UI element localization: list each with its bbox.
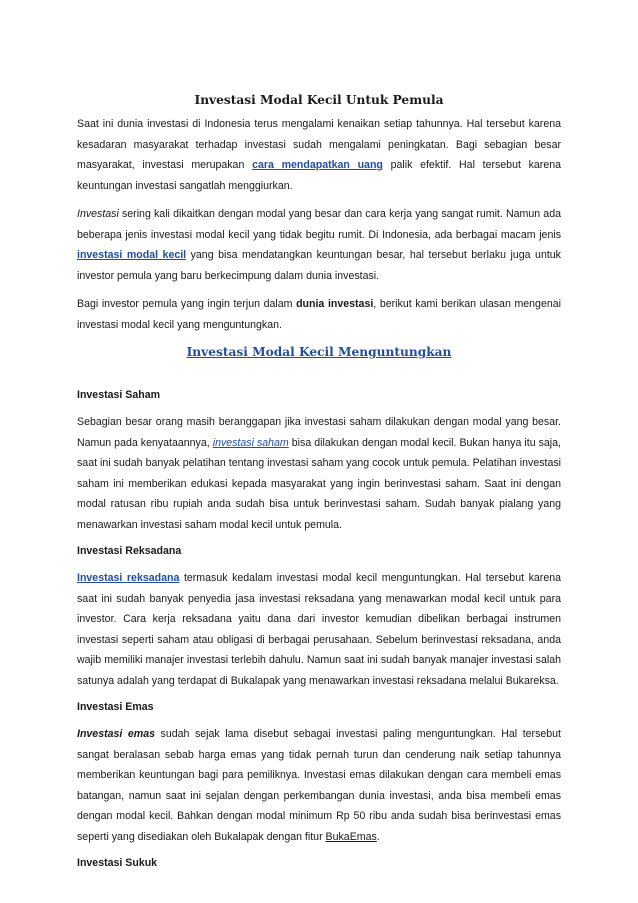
text: sering kali dikaitkan dengan modal yang besar dan cara kerja yang sangat rumit. Namun ada beberapa jenis investasi modal kecil yang tidak begitu rumit. Di Indonesia, ada berbagai macam jenis [77,208,561,241]
text: Bagi investor pemula yang ingin terjun dalam [77,298,297,310]
paragraph-reksadana [77,568,561,691]
section-heading-link[interactable]: Investasi Modal Kecil Menguntungkan [186,345,452,359]
text: . [376,830,380,843]
link-bukaemas[interactable]: BukaEmas [325,830,377,843]
text: , berikut kami berikan ulasan mengenai investasi modal kecil yang menguntungkan. [77,298,561,331]
emphasis-text: Investasi [77,208,119,220]
paragraph-investasi [77,204,561,286]
text: termasuk kedalam investasi modal kecil menguntungkan. Hal tersebut karena saat ini sudah banyak penyedia jasa investasi reksadana yang menawarkan modal kecil untuk para investor. Cara kerja reksadana yaitu dana dari investor kemudian dibelikan berbagai instrumen investasi seperti saham atau obligasi di berbagai perusahaan. Sebelum berinvestasi reksadana, anda wajib memiliki manajer investasi terlebih dahulu. Namun saat ini sudah banyak manajer investasi salah satunya adalah yang terdapat di Bukalapak yang menawarkan investasi reksadana melalui Bukareksa. [77,572,562,687]
link-investasi-reksadana[interactable]: Investasi reksadana [77,572,180,584]
text: bisa dilakukan dengan modal kecil. Bukan hanya itu saja, saat ini sudah banyak pelatihan tentang investasi saham yang cocok untuk pemula. Pelatihan investasi saham ini memberikan edukasi kepada masyarakat yang ingin berinvestasi saham. Saat ini dengan modal ratusan ribu rupiah anda sudah bisa untuk berinvestasi saham. Sudah banyak pialang yang menawarkan investasi saham modal kecil untuk pemula. [77,436,561,531]
subheading-emas: Investasi Emas [77,701,154,713]
text: Sebagian besar orang masih beranggapan jika investasi saham dilakukan dengan modal yang besar. Namun pada kenyataannya, [77,416,561,449]
text: yang bisa mendatangkan keuntungan besar, hal tersebut berlaku juga untuk investor pemula yang baru berkecimpung dalam dunia investasi. [77,249,561,282]
emphasis-text: Investasi emas [77,728,155,740]
bold-text: dunia investasi [296,298,374,310]
link-investasi-modal-kecil[interactable]: investasi modal kecil [77,249,187,261]
paragraph-saham [77,412,561,535]
subheading-saham: Investasi Saham [77,389,161,401]
paragraph-intro [77,114,561,196]
link-cara-mendapatkan-uang[interactable]: cara mendapatkan uang [252,159,383,171]
link-investasi-saham[interactable]: investasi saham [212,436,289,449]
paragraph-pemula [77,294,561,335]
document-title: Investasi Modal Kecil Untuk Pemula [194,93,444,107]
section-heading [77,343,561,361]
subheading-sukuk: Investasi Sukuk [77,857,158,869]
subheading-reksadana: Investasi Reksadana [77,545,182,557]
paragraph-emas [77,724,561,847]
text: palik efektif. Hal tersebut karena keuntungan investasi sangatlah menggiurkan. [77,159,562,192]
text: Saat ini dunia investasi di Indonesia terus mengalami kenaikan setiap tahunnya. Hal tersebut karena kesadaran masyarakat terhadap investasi sudah mengalami peningkatan. Bagi sebagian besar masyarakat, investasi merupakan [77,118,561,171]
text: sudah sejak lama disebut sebagai investasi paling menguntungkan. Hal tersebut sangat beralasan sebab harga emas yang tidak pernah turun dan cenderung naik setiap tahunnya memberikan keuntungan bagi para pemiliknya. Investasi emas dilakukan dengan cara membeli emas batangan, namun saat ini sejalan dengan perkembangan dunia investasi, anda bisa membeli emas dengan modal kecil. Bahkan dengan modal minimum Rp 50 ribu anda sudah bisa berinvestasi emas seperti yang disediakan oleh Bukalapak dengan fitur [77,728,561,843]
